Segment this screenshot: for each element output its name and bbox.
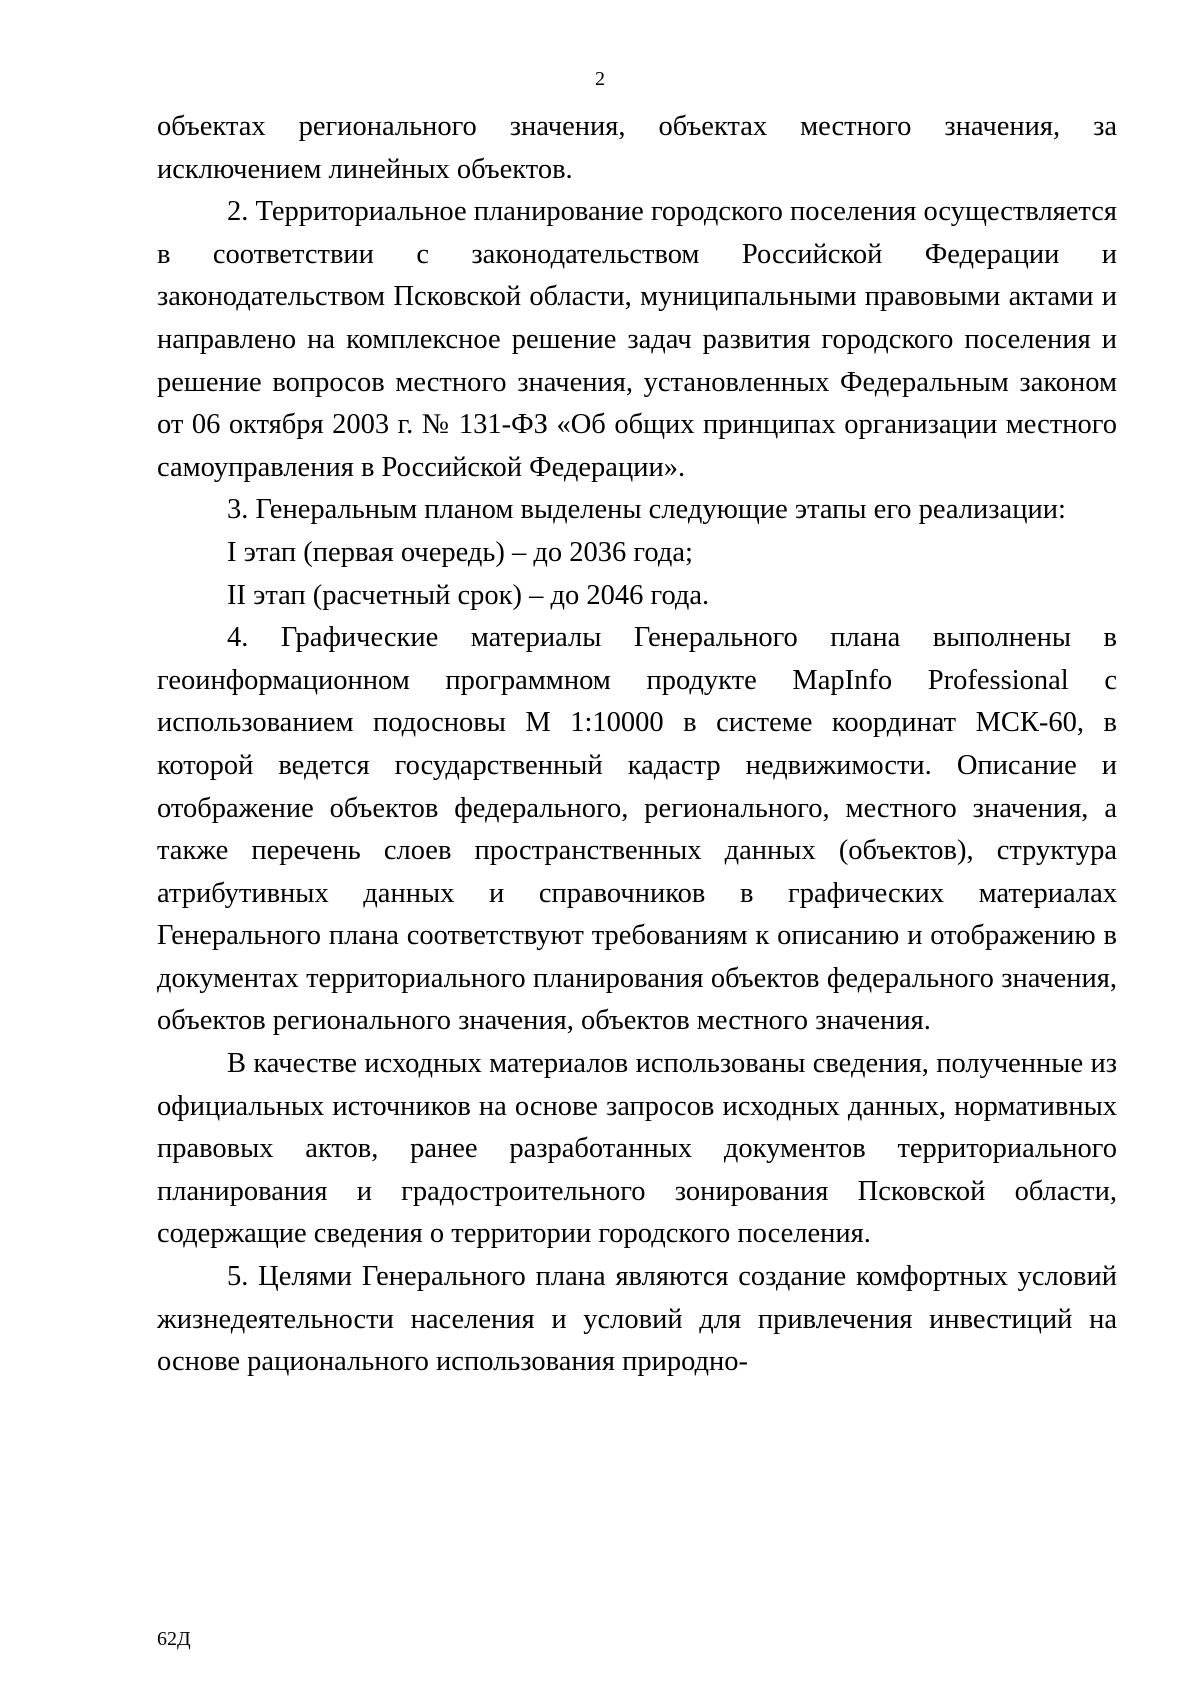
stage-2-line: II этап (расчетный срок) – до 2046 года.: [227, 579, 710, 611]
document-body: [157, 106, 1117, 1384]
paragraph-item-2: 2. Территориальное планирование городского поселения осуществляется в соответствии с законодательством Российской Федерации и законодательством Псковской области, муниципальными правовыми актами и направлено на комплексное решение задач развития городского поселения и решение вопросов местного значения, установленных Федеральным законом от 06 октября 2003 г. № 131-ФЗ «Об общих принципах организации местного самоуправления в Российской Федерации».: [157, 196, 1117, 483]
document-code: 62Д: [157, 1628, 191, 1650]
page-number: 2: [595, 68, 605, 90]
paragraph-item-3: 3. Генеральным планом выделены следующие этапы его реализации:: [227, 494, 1066, 526]
stage-1-line: I этап (первая очередь) – до 2036 года;: [227, 536, 693, 568]
paragraph-item-5: 5. Целями Генерального плана являются создание комфортных условий жизнедеятельности населения и условий для привлечения инвестиций на основе рационального использования природно-: [157, 1261, 1117, 1378]
paragraph-continuation: объектах регионального значения, объектах местного значения, за исключением линейных объектов.: [157, 111, 1117, 185]
paragraph-item-4: 4. Графические материалы Генерального плана выполнены в геоинформационном программном продукте MapInfo Professional с использованием подосновы М 1:10000 в системе координат МСК-60, в которой ведется государственный кадастр недвижимости. Описание и отображение объектов федерального, регионального, местного значения, а также перечень слоев пространственных данных (объектов), структура атрибутивных данных и справочников в графических материалах Генерального плана соответствуют требованиям к описанию и отображению в документах территориального планирования объектов федерального значения, объектов регионального значения, объектов местного значения.: [157, 622, 1117, 1037]
paragraph-source-materials: В качестве исходных материалов использованы сведения, полученные из официальных источников на основе запросов исходных данных, нормативных правовых актов, ранее разработанных документов территориального планирования и градостроительного зонирования Псковской области, содержащие сведения о территории городского поселения.: [157, 1048, 1117, 1250]
